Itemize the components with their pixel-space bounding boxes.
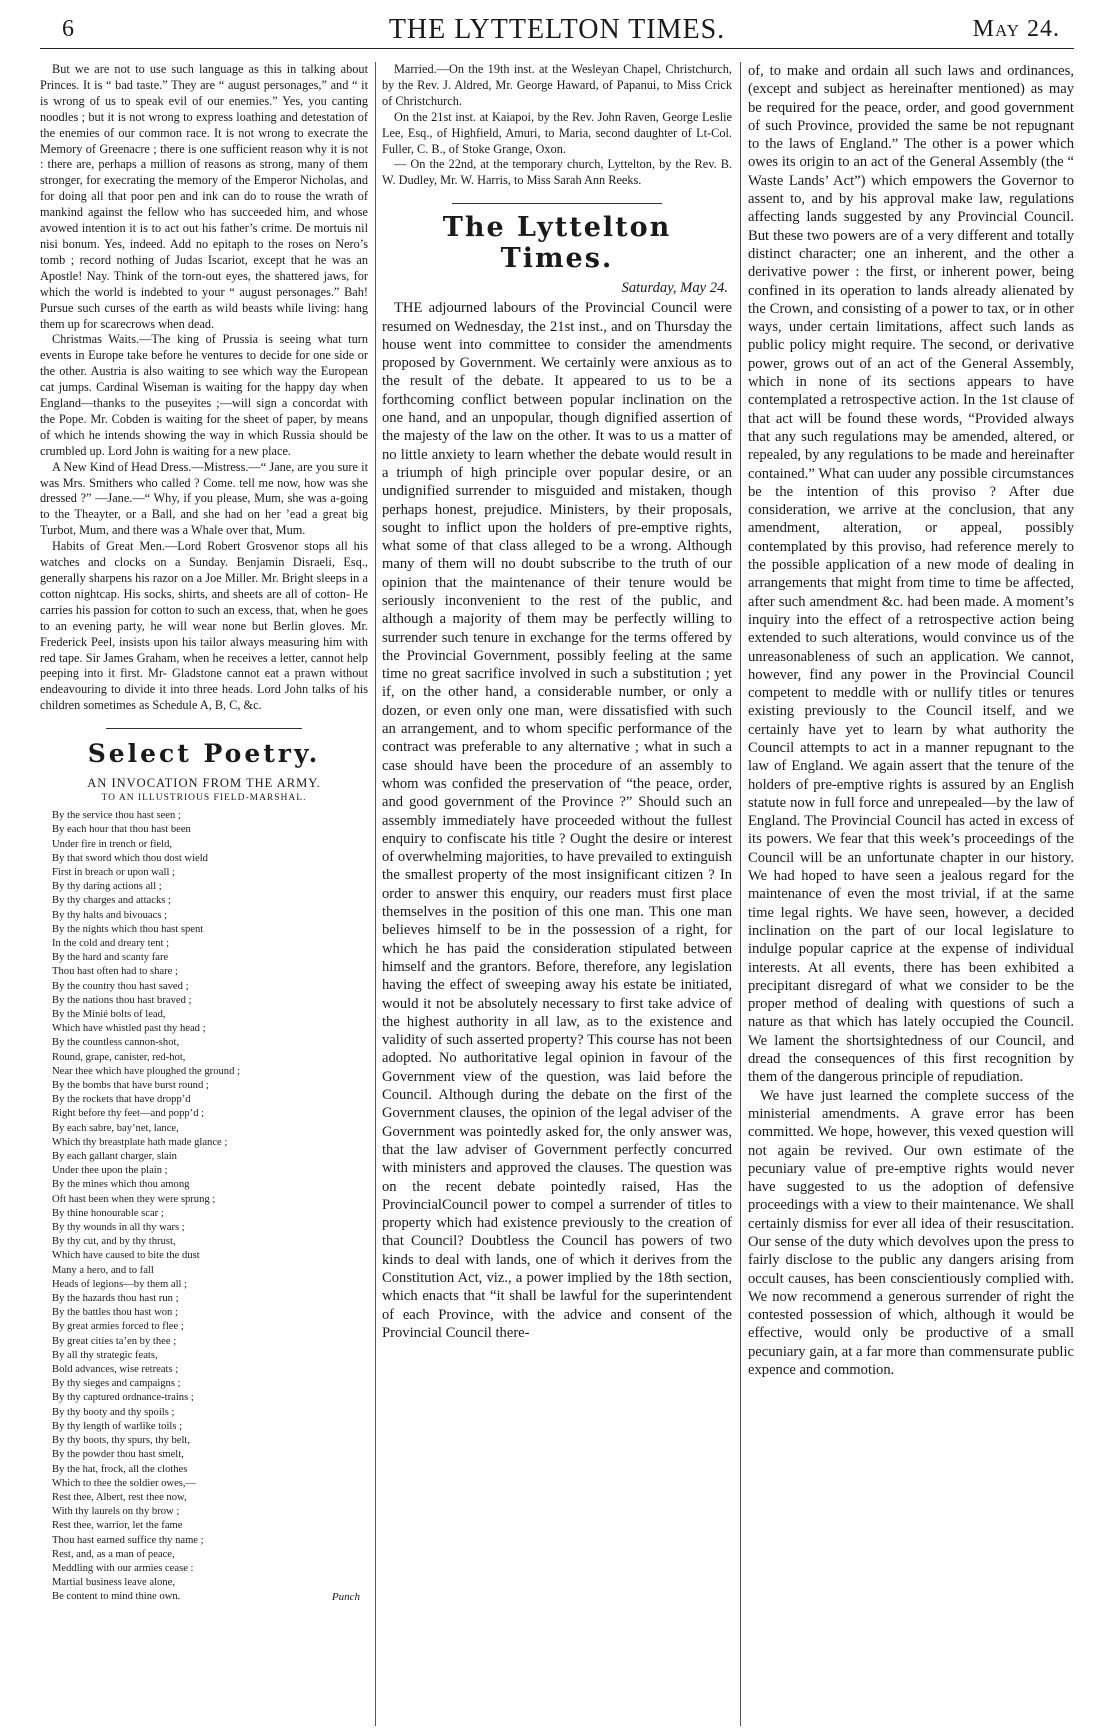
poem-line: By the nations thou hast braved ; bbox=[52, 994, 192, 1006]
section-divider bbox=[106, 718, 303, 729]
poem-line: Which to thee the soldier owes,— bbox=[52, 1477, 197, 1489]
poem-line: By the country thou hast saved ; bbox=[52, 980, 189, 992]
column-rule-right bbox=[740, 62, 741, 1726]
article-princes: But we are not to use such language as this in talking about Princes. It is “ bad taste.” They are “ august personages,” and “ it is wrong of us to speak evil of our enemies.” Yes, you canting noodles ; but it is not wrong to express loathing and detestation of the enemies of our common race. It is not wrong to execrate the Memory of Greenacre ; there is one sufficient reason why it is not : there are, perhaps a million of reasons as strong, many of them stronger, for execrating the memory of the Emperor Nicholas, and for doing all that poor pen and ink can do to rouse the wrath of mankind against the fellow who has succeeded him, and whose avowed intention it is to act out his father’s crime. De mortuis nil nisi bonum. Yes, indeed. Add no epitaph to the roses on Nero’s tomb ; record nothing of Judas Iscariot, except that he was an Apostle! Nay. Think of the torn-out eyes, the shattered jaws, for which the world is indebted to your “ august personages.” Bah! Pursue such curses of the earth as wild beasts while living: hang them up for scarecrows when dead. bbox=[40, 62, 368, 331]
poem-line: By the Minié bolts of lead, bbox=[52, 1009, 166, 1020]
poem-line: Thou hast often had to share ; bbox=[52, 966, 178, 978]
poem-title: AN INVOCATION FROM THE ARMY. bbox=[87, 776, 321, 791]
poem-line: Heads of legions—by them all ; bbox=[52, 1278, 188, 1290]
poem-line: By the countless cannon-shot, bbox=[52, 1037, 180, 1049]
poem-line: Rest thee, warrior, let the fame bbox=[52, 1520, 183, 1532]
poem-line: With thy laurels on thy brow ; bbox=[52, 1506, 180, 1518]
poem-line: Near thee which have ploughed the ground ; bbox=[52, 1065, 240, 1077]
poem-line: Under fire in trench or field, bbox=[52, 838, 173, 850]
poem-line: By thy captured ordnance-trains ; bbox=[52, 1392, 194, 1404]
poem-line: By thy length of warlike toils ; bbox=[52, 1420, 183, 1432]
masthead bbox=[40, 14, 1074, 49]
poem-line: First in breach or upon wall ; bbox=[52, 866, 175, 878]
editorial-continued: of, to make and ordain all such laws and ordinances, (except and subject as hereinafter mentioned) as may be required for the peace, order, and good government of such Province, provided the same be not repugnant to the laws of England.” The other is a power which owes its origin to an act of the General Assembly (the “ Waste Lands’ Act”) which empowers the Governor to assent to, and by his approval make law, regulations affecting lands suggested by any Provincial Council. But these two powers are of a very different and totally distinct character; one an inherent, and the other a derivative power : the first, or inherent power, being confined in its operation to lands already alienated by the Crown, and consisting of a power to tax, or in other ways, under certain limitations, affect such lands as public policy might require. The second, or derivative power, grows out of an act of the General Assembly, which in none of its sections appears to have contemplated a retrospective action. In the 1st clause of that act will be found these words, “Provided always that any such regulations may be amended, altered, or repealed, by any regulations to be made and hereinafter contained.” What can uuder any possible circumstances be the intention of this proviso ? After due consideration, we arrive at the conclusion, that any amendment, alteration, or appeal, possibly contemplated by this proviso, had reference merely to the possible application of a new mode of dealing in arrangements that might from time to time be affected, after such amendment &c. had been made. A moment’s inquiry into the effect of a retrospective action being extended to such alterations, would convince us of the unreasonableness of such an application. We cannot, however, find any power in the Provincial Council competent to meddle with or nullify titles or tenures existing previously to the Council itself, and we certainly have yet to learn by what authority the Council attempts to act in a manner repugnant to the law of England. We again assert that the tenure of the holders of pre-emptive rights is assured by an English statute now in full force and unrepealed—by the law of England. The Provincial Council has acted in excess of its powers. We fear that this week’s proceedings of the Council will be an unfortunate chapter in our history. We had hoped to have seen a jealous regard for the maintenance of even the most trivial, if at the same time legal rights. We have seen, however, a decided inclination on the part of our local legislature to indulge popular caprice at the expense of individual interests. At all events, there has been exhibited a precipitant disregard of what we consider to be the proper method of dealing with questions of such a nature as that which has lately occupied the Council. We lament the shortsightedness of our Council, and dread the consequences of this first recognition by them of the dangerous principle of repudiation. bbox=[748, 63, 1074, 1086]
notice-married-3: — On the 22nd, at the temporary church, Lyttelton, by the Rev. B. W. Dudley, Mr. W. Harris, to Miss Sarah Ann Reeks. bbox=[382, 157, 732, 188]
poem-line: In the cold and dreary tent ; bbox=[52, 937, 170, 949]
column-right bbox=[748, 62, 1074, 1726]
poem-line: By thy charges and attacks ; bbox=[52, 895, 171, 907]
masthead-date: May 24. bbox=[972, 16, 1060, 42]
poem-line: Thou hast earned suffice thy name ; bbox=[52, 1534, 204, 1546]
notice-married-1: Married.—On the 19th inst. at the Wesleyan Chapel, Christchurch, by the Rev. J. Aldred, Mr. George Haward, of Papanui, to Miss Crick of Christchurch. bbox=[382, 62, 732, 108]
editorial-text: THE adjourned labours of the Provincial Council were resumed on Wednesday, the 21st inst., and on Thursday the house went into committee to consider the amendments proposed by Government. We certainly were anxious as to the result of the debate. It appeared to us to be a forthcoming conflict between popular inclination on the one hand, and an unpopular, though dignified assertion of the majesty of the law on the other. It was to us a matter of no little anxiety to learn whether the debate would result in a triumph of high principle over popular desire, or an undignified surrender to misguided and mistaken, though perhaps honest, prejudice. Ministers, by their proposals, sought to inflict upon the holders of pre-emptive rights, what some of that class alleged to be a wrong. Although many of them will no doubt subscribe to the truth of our opinion that the maintenance of their tenure would be seriously inconvenient to the rest of the public, and although a majority of them may be perfectly willing to surrender such tenure in exchange for the terms offered by the Provincial Government, possibly feeling at the same time no great sacrifice involved in such a substitution ; yet if, on the other hand, a considerable number, or only a dozen, or even only one man, were dissatisfied with such an arrangement, and to whom specific performance of the contract was preferable to any alternative ; what in such a case should have been the procedure of an assembly to whom was confided the preservation of “the peace, order, and good government of the Province ?” Should such an assembly immediately have proceeded without the fullest enquiry to confiscate his title ? Ought the desire or interest of overwhelming majorities, to have prevailed to extinguish the smallest property of the most insignificant citizen ? In order to answer this enquiry, our readers must first place themselves in the position of this one man. This one man believes himself to be in the possession of a right, for which he has paid the consideration stipulated between himself and the grantors. Before, therefore, any legislation having the effect of sweeping away his estate be initiated, would it not be absolutely necessary to first take advice of the highest authority in all law, as to the existence and validity of such asserted property? This course has not been adopted. No authoritative legal opinion in favour of the Government view of the question, was laid before the Council. Although during the debate on the first of the Government clauses, the opinion of the legal adviser of the Government was pointedly asked for, the only answer was, that the law adviser of Government perfectly concurred with ministers and approved the clauses. The question was on the recent debate pointedly raised, Has the ProvincialCouncil power to compel a surrender of titles to property which had existence previously to the creation of that Council? Doubtless the Council has powers of two kinds to deal with lands, one of which it derives from the Constitution Act, viz., a power implied by the 18th section, which enacts that “it shall be lawful for the superintendent of each Province, with the advice and consent of the Provincial Council there- bbox=[382, 300, 732, 1341]
editorial-conclusion: We have just learned the complete success of the ministerial amendments. A grave error has been committed. We hope, however, this vexed question will not again be revived. Our own estimate of the pecuniary value of pre-emptive rights would never have suggested to us the adoption of defensive proceedings with a view to their maintenance. We shall certainly dismiss for ever all idea of their resuscitation. Our sense of the duty which devolves upon the press to fairly disclose to the public any dangers arising from occult causes, has been conscientiously complied with. We now recommend a generous surrender of right the contested possession of which, although it would be effective, would only be productive of a small pecuniary gain, at a far more than commensurate public expence and commotion. bbox=[748, 1087, 1074, 1379]
poem-line: By the service thou hast seen ; bbox=[52, 810, 181, 822]
poem-line: By great cities ta’en by thee ; bbox=[52, 1335, 177, 1347]
poem-line: Martial business leave alone, bbox=[52, 1577, 175, 1589]
poem-line: Which have caused to bite the dust bbox=[52, 1250, 200, 1262]
poem-line: By the nights which thou hast spent bbox=[52, 923, 204, 935]
poem-line: By thy halts and bivouacs ; bbox=[52, 909, 168, 921]
poem-line: Rest, and, as a man of peace, bbox=[52, 1548, 175, 1560]
poem-line: By the rockets that have dropp’d bbox=[52, 1094, 191, 1106]
poem-line: By the battles thou hast won ; bbox=[52, 1307, 178, 1319]
column-rule-left bbox=[375, 62, 376, 1726]
poem-line: By thy sieges and campaigns ; bbox=[52, 1378, 181, 1390]
poem-line: Many a hero, and to fall bbox=[52, 1264, 154, 1276]
poem-line: By thy booty and thy spoils ; bbox=[52, 1406, 175, 1418]
poem-line: By the hard and scanty fare bbox=[52, 952, 169, 964]
poem-line: By thy wounds in all thy wars ; bbox=[52, 1222, 185, 1234]
poem-line: By all thy strategic feats, bbox=[52, 1349, 158, 1361]
article-head-dress: A New Kind of Head Dress.—Mistress.—“ Jane, are you sure it was Mrs. Smithers who called ? Come. tell me now, how was she dressed ?” —Jane.—“ Why, if you please, Mum, she was a-going to the Theayter, or a Ball, and she had on her ’ead a great big Turbot, Mum, and there was a Whale over that, Mum. bbox=[40, 459, 368, 538]
poem-line: By thine honourable scar ; bbox=[52, 1207, 164, 1219]
poem-line: By great armies forced to flee ; bbox=[52, 1321, 184, 1333]
page-number: 6 bbox=[62, 16, 74, 42]
poem-body bbox=[40, 809, 368, 1604]
poem-line: Under thee upon the plain ; bbox=[52, 1165, 168, 1177]
article-habits-great-men: Habits of Great Men.—Lord Robert Grosvenor stops all his watches and clocks on a Sunday. Benjamin Disraeli, Esq., generally sharpens his razor on a Joe Miller. Mr. Bright sleeps in a cotton nightcap. His socks, shirts, and sheets are all of cotton- He carries his passion for cotton to such an excess, that, when he goes to an evening party, he will wear none but Berlin gloves. Mr. Frederick Peel, insists upon his tailor always measuring him with red tape. Sir James Graham, when he receives a letter, cannot help peeping into it first. Mr- Gladstone cannot eat a prawn without endeavouring to divide it into three heads. Lord John talks of his children sometimes as Schedule A, B, C, &c. bbox=[40, 539, 368, 713]
poem-line: Meddling with our armies cease : bbox=[52, 1562, 194, 1574]
poem-line: Rest thee, Albert, rest thee now, bbox=[52, 1491, 187, 1503]
poem-subtitle: TO AN ILLUSTRIOUS FIELD-MARSHAL. bbox=[101, 793, 307, 804]
notice-married-2: On the 21st inst. at Kaiapoi, by the Rev. John Raven, George Leslie Lee, Esq., of Highfield, Amuri, to Maria, second daughter of Lt-Col. Fuller, C. B., of Stoke Grange, Oxon. bbox=[382, 109, 732, 156]
poem-line: By each sabre, bay’net, lance, bbox=[52, 1122, 179, 1134]
section-divider bbox=[452, 193, 662, 204]
poem-line: By the hat, frock, all the clothes bbox=[52, 1463, 188, 1475]
poem-line: By that sword which thou dost wield bbox=[52, 852, 208, 864]
poem-line: By each gallant charger, slain bbox=[52, 1151, 177, 1163]
poem-line: By thy cut, and by thy thrust, bbox=[52, 1236, 176, 1248]
poetry-heading: Select Poetry. bbox=[87, 739, 321, 769]
poem-signature: Punch bbox=[331, 1590, 360, 1603]
poem-line: Bold advances, wise retreats ; bbox=[52, 1364, 179, 1376]
poem-line: By thy boots, thy spurs, thy belt, bbox=[52, 1435, 191, 1447]
poem-line: By the powder thou hast smelt, bbox=[52, 1449, 184, 1461]
poem-line: By each hour that thou hast been bbox=[52, 824, 191, 836]
poem-line: Which thy breastplate hath made glance ; bbox=[52, 1136, 228, 1148]
poem-line: Which have whistled past thy head ; bbox=[52, 1023, 206, 1035]
poem-line: By the mines which thou among bbox=[52, 1179, 190, 1191]
column-left bbox=[40, 62, 368, 1726]
poem-line: By the bombs that have burst round ; bbox=[52, 1080, 209, 1092]
poem-line: By the hazards thou hast run ; bbox=[52, 1293, 179, 1305]
poem-line: Round, grape, canister, red-hot, bbox=[52, 1051, 186, 1063]
editorial-heading: The Lyttelton Times. bbox=[442, 212, 672, 275]
column-middle bbox=[382, 62, 732, 1726]
poem-line: Oft hast been when they were sprung ; bbox=[52, 1193, 216, 1205]
poem-line: Be content to mind thine own. bbox=[52, 1591, 181, 1603]
poem-line: Right before thy feet—and popp’d ; bbox=[52, 1108, 205, 1120]
poem-line: By thy daring actions all ; bbox=[52, 881, 162, 893]
article-christmas-waits: Christmas Waits.—The king of Prussia is seeing what turn events in Europe take before he ventures to decide for one side or the other. Austria is also waiting to see which way the European cat jumps. Cardinal Wiseman is waiting for the happy day when England—thanks to the puseyites ;—will sign a concordat with the Pope. Mr. Cobden is waiting for the sheet of paper, by means of which he intends showing the way in which Russia should be crumbled up. Lord John is waiting for a new place. bbox=[40, 332, 368, 458]
newspaper-title: THE LYTTELTON TIMES. bbox=[388, 14, 726, 45]
editorial-date: Saturday, May 24. bbox=[621, 280, 728, 297]
